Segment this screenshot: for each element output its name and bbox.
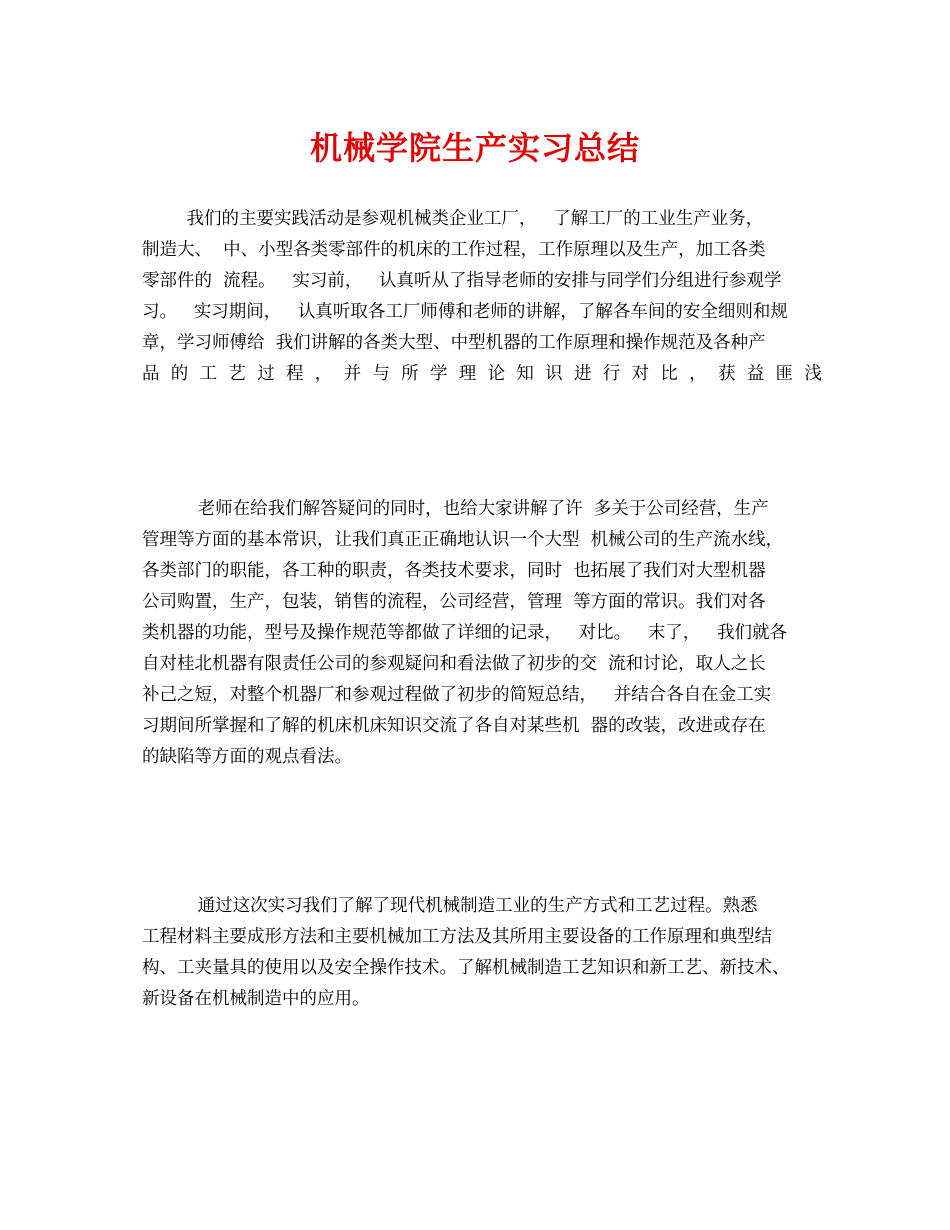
paragraph-line: 通过这次实习我们了解了现代机械制造工业的生产方式和工艺过程。熟悉 [142,896,758,916]
paragraph-1 [142,204,822,390]
paragraph-line-justified [142,359,822,390]
justified-char: 品 [142,364,160,384]
paragraph-line: 制造大、 中、小型各类零部件的机床的工作过程，工作原理以及生产，加工各类 [142,240,766,260]
paragraph-line: 工程材料主要成形方法和主要机械加工方法及其所用主要设备的工作原理和典型结 [142,927,772,947]
paragraph-line: 补己之短，对整个机器厂和参观过程做了初步的简短总结， 并结合各自在金工实 [142,685,772,705]
justified-char: 所 [401,364,419,384]
justified-char: 获 [717,364,736,384]
paragraph-line: 自对桂北机器有限责任公司的参观疑问和看法做了初步的交 流和讨论，取人之长 [142,654,766,674]
paragraph-line: 构、工夹量具的使用以及安全操作技术。了解机械制造工艺知识和新工艺、新技术、 [142,958,790,978]
paragraph-line: 各类部门的职能，各工种的职责，各类技术要求，同时 也拓展了我们对大型机器 [142,561,766,581]
justified-char: 识 [545,364,563,384]
paragraph-line: 章，学习师傅给 我们讲解的各类大型、中型机器的工作原理和操作规范及各种产 [142,333,766,353]
justified-char: 艺 [228,364,246,384]
paragraph-line: 习期间所掌握和了解的机床机床知识交流了各自对某些机 器的改装，改进或存在 [142,716,766,736]
justified-char: ， [689,364,707,384]
justified-char: 匪 [775,364,794,384]
paragraph-line: 的缺陷等方面的观点看法。 [142,747,352,767]
justified-char: 行 [602,364,621,384]
justified-char: 学 [429,364,448,384]
paragraph-line: 我们的主要实践活动是参观机械类企业工厂， 了解工厂的工业生产业务， [142,209,764,229]
paragraph-line: 新设备在机械制造中的应用。 [142,989,370,1009]
paragraph-2 [142,494,822,773]
justified-char: 过 [257,364,275,384]
justified-char: 对 [631,364,650,384]
paragraph-3 [142,891,822,1015]
justified-char: 知 [516,364,534,384]
justified-char: 程 [285,364,304,384]
justified-char: 工 [199,364,218,384]
justified-char: 与 [372,364,390,384]
paragraph-line: 类机器的功能，型号及操作规范等都做了详细的记录， 对比。 末了， 我们就各 [142,623,788,643]
justified-char: 并 [343,364,362,384]
paragraph-line: 零部件的 流程。 实习前， 认真听从了指导老师的安排与同学们分组进行参观学 [142,271,782,291]
paragraph-line: 公司购置，生产，包装，销售的流程，公司经营，管理 等方面的常识。我们对各 [142,592,766,612]
justified-char: ， [314,364,333,384]
paragraph-line: 老师在给我们解答疑问的同时，也给大家讲解了许 多关于公司经营，生产 [142,499,769,519]
document-title: 机械学院生产实习总结 [309,129,640,167]
paragraph-line: 管理等方面的基本常识，让我们真正正确地认识一个大型 机械公司的生产流水线， [142,530,784,550]
justified-char: 比 [660,364,678,384]
paragraph-line: 习。 实习期间， 认真听取各工厂师傅和老师的讲解，了解各车间的安全细则和规 [142,302,788,322]
justified-char: 进 [573,364,592,384]
justified-char: 论 [487,364,506,384]
justified-char: 理 [458,364,477,384]
justified-char: 益 [746,364,765,384]
justified-char: 浅 [804,364,822,384]
justified-char: 的 [170,364,189,384]
